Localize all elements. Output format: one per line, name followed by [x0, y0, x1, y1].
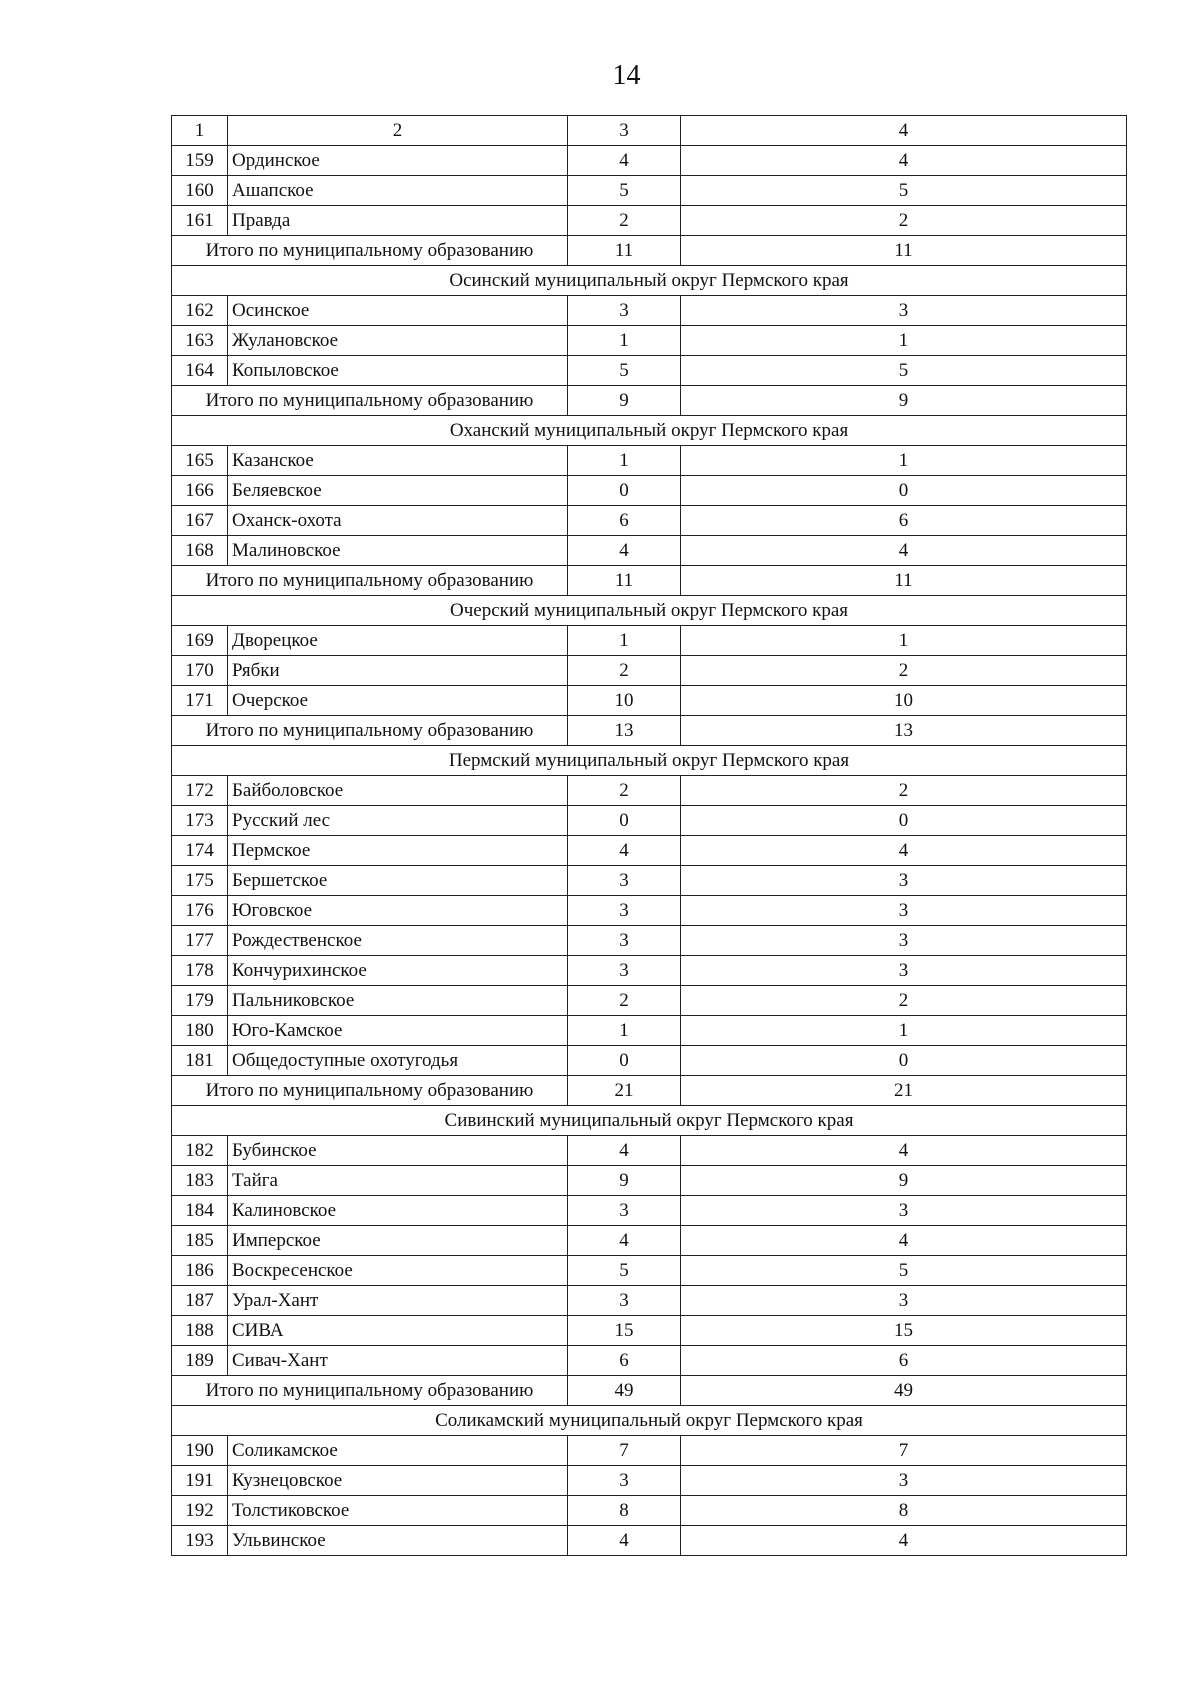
value-col-3: 2 [568, 776, 681, 806]
value-col-4: 2 [681, 656, 1127, 686]
row-number: 160 [172, 176, 228, 206]
subtotal-label: Итого по муниципальному образованию [172, 236, 568, 266]
table-row [172, 206, 1127, 236]
value-col-3: 5 [568, 176, 681, 206]
subtotal-label: Итого по муниципальному образованию [172, 386, 568, 416]
hunting-ground-name: Рябки [228, 656, 568, 686]
hunting-ground-name: Ульвинское [228, 1526, 568, 1556]
value-col-4: 1 [681, 626, 1127, 656]
row-number: 176 [172, 896, 228, 926]
hunting-ground-name: Очерское [228, 686, 568, 716]
table-header-row [172, 116, 1127, 146]
value-col-3: 0 [568, 476, 681, 506]
section-header-row [172, 1106, 1127, 1136]
subtotal-row [172, 1376, 1127, 1406]
table-row [172, 1226, 1127, 1256]
table-row [172, 1196, 1127, 1226]
row-number: 189 [172, 1346, 228, 1376]
row-number: 164 [172, 356, 228, 386]
table-body [172, 116, 1127, 1556]
subtotal-col-4: 11 [681, 236, 1127, 266]
subtotal-col-4: 11 [681, 566, 1127, 596]
hunting-ground-name: Русский лес [228, 806, 568, 836]
row-number: 175 [172, 866, 228, 896]
value-col-3: 6 [568, 1346, 681, 1376]
value-col-3: 5 [568, 1256, 681, 1286]
section-title: Осинский муниципальный округ Пермского края [172, 266, 1127, 296]
row-number: 190 [172, 1436, 228, 1466]
hunting-ground-name: Правда [228, 206, 568, 236]
value-col-4: 3 [681, 896, 1127, 926]
value-col-3: 8 [568, 1496, 681, 1526]
table-row [172, 356, 1127, 386]
value-col-4: 4 [681, 146, 1127, 176]
hunting-ground-name: Бершетское [228, 866, 568, 896]
value-col-4: 1 [681, 1016, 1127, 1046]
table-row [172, 1496, 1127, 1526]
value-col-4: 6 [681, 506, 1127, 536]
hunting-ground-name: Тайга [228, 1166, 568, 1196]
header-col-2: 2 [228, 116, 568, 146]
page-number: 14 [612, 60, 641, 91]
hunting-ground-name: Осинское [228, 296, 568, 326]
row-number: 169 [172, 626, 228, 656]
hunting-ground-name: Копыловское [228, 356, 568, 386]
value-col-4: 4 [681, 536, 1127, 566]
row-number: 186 [172, 1256, 228, 1286]
value-col-3: 3 [568, 1196, 681, 1226]
table-row [172, 176, 1127, 206]
table-row [172, 1016, 1127, 1046]
row-number: 165 [172, 446, 228, 476]
subtotal-label: Итого по муниципальному образованию [172, 716, 568, 746]
section-title: Пермский муниципальный округ Пермского края [172, 746, 1127, 776]
value-col-4: 4 [681, 1226, 1127, 1256]
row-number: 181 [172, 1046, 228, 1076]
value-col-3: 3 [568, 866, 681, 896]
value-col-4: 7 [681, 1436, 1127, 1466]
value-col-4: 9 [681, 1166, 1127, 1196]
hunting-ground-name: Юговское [228, 896, 568, 926]
section-header-row [172, 1406, 1127, 1436]
hunting-ground-name: Малиновское [228, 536, 568, 566]
row-number: 166 [172, 476, 228, 506]
hunting-ground-name: Дворецкое [228, 626, 568, 656]
value-col-4: 2 [681, 986, 1127, 1016]
table-row [172, 776, 1127, 806]
table-row [172, 956, 1127, 986]
subtotal-col-3: 49 [568, 1376, 681, 1406]
value-col-4: 4 [681, 1136, 1127, 1166]
row-number: 183 [172, 1166, 228, 1196]
table-row [172, 476, 1127, 506]
value-col-4: 1 [681, 446, 1127, 476]
table-row [172, 866, 1127, 896]
row-number: 193 [172, 1526, 228, 1556]
value-col-3: 3 [568, 296, 681, 326]
row-number: 185 [172, 1226, 228, 1256]
subtotal-label: Итого по муниципальному образованию [172, 1076, 568, 1106]
row-number: 168 [172, 536, 228, 566]
table-row [172, 1046, 1127, 1076]
subtotal-row [172, 386, 1127, 416]
value-col-3: 5 [568, 356, 681, 386]
value-col-4: 8 [681, 1496, 1127, 1526]
table-row [172, 446, 1127, 476]
table-row [172, 1286, 1127, 1316]
table-row [172, 986, 1127, 1016]
subtotal-col-3: 9 [568, 386, 681, 416]
row-number: 171 [172, 686, 228, 716]
section-title: Оханский муниципальный округ Пермского края [172, 416, 1127, 446]
hunting-ground-name: Пермское [228, 836, 568, 866]
subtotal-col-4: 13 [681, 716, 1127, 746]
subtotal-col-3: 21 [568, 1076, 681, 1106]
hunting-grounds-table [171, 115, 1127, 1556]
value-col-4: 3 [681, 1286, 1127, 1316]
value-col-4: 2 [681, 776, 1127, 806]
table-row [172, 926, 1127, 956]
value-col-4: 0 [681, 476, 1127, 506]
row-number: 167 [172, 506, 228, 536]
value-col-3: 3 [568, 896, 681, 926]
row-number: 173 [172, 806, 228, 836]
row-number: 162 [172, 296, 228, 326]
table-row [172, 1346, 1127, 1376]
table-row [172, 836, 1127, 866]
table-row [172, 506, 1127, 536]
value-col-3: 2 [568, 206, 681, 236]
value-col-3: 3 [568, 956, 681, 986]
table-row [172, 1466, 1127, 1496]
row-number: 191 [172, 1466, 228, 1496]
value-col-3: 10 [568, 686, 681, 716]
hunting-ground-name: Беляевское [228, 476, 568, 506]
value-col-4: 4 [681, 1526, 1127, 1556]
value-col-3: 2 [568, 986, 681, 1016]
hunting-ground-name: Жулановское [228, 326, 568, 356]
subtotal-row [172, 566, 1127, 596]
subtotal-col-3: 11 [568, 566, 681, 596]
value-col-3: 4 [568, 1226, 681, 1256]
value-col-4: 5 [681, 356, 1127, 386]
value-col-3: 0 [568, 806, 681, 836]
hunting-ground-name: Урал-Хант [228, 1286, 568, 1316]
subtotal-label: Итого по муниципальному образованию [172, 566, 568, 596]
value-col-4: 4 [681, 836, 1127, 866]
table-row [172, 536, 1127, 566]
value-col-4: 2 [681, 206, 1127, 236]
value-col-4: 3 [681, 296, 1127, 326]
section-header-row [172, 596, 1127, 626]
value-col-3: 9 [568, 1166, 681, 1196]
value-col-3: 15 [568, 1316, 681, 1346]
hunting-ground-name: Пальниковское [228, 986, 568, 1016]
row-number: 172 [172, 776, 228, 806]
hunting-ground-name: Толстиковское [228, 1496, 568, 1526]
subtotal-col-3: 11 [568, 236, 681, 266]
section-header-row [172, 266, 1127, 296]
value-col-3: 1 [568, 1016, 681, 1046]
row-number: 159 [172, 146, 228, 176]
subtotal-row [172, 236, 1127, 266]
row-number: 161 [172, 206, 228, 236]
value-col-4: 3 [681, 1466, 1127, 1496]
header-col-3: 3 [568, 116, 681, 146]
row-number: 184 [172, 1196, 228, 1226]
hunting-ground-name: Ашапское [228, 176, 568, 206]
table-row [172, 1316, 1127, 1346]
header-col-4: 4 [681, 116, 1127, 146]
hunting-ground-name: Оханск-охота [228, 506, 568, 536]
hunting-ground-name: Общедоступные охотугодья [228, 1046, 568, 1076]
value-col-3: 3 [568, 1286, 681, 1316]
subtotal-row [172, 1076, 1127, 1106]
value-col-4: 6 [681, 1346, 1127, 1376]
hunting-ground-name: Байболовское [228, 776, 568, 806]
hunting-ground-name: Рождественское [228, 926, 568, 956]
value-col-3: 4 [568, 836, 681, 866]
hunting-ground-name: Казанское [228, 446, 568, 476]
value-col-3: 4 [568, 536, 681, 566]
value-col-4: 5 [681, 1256, 1127, 1286]
row-number: 174 [172, 836, 228, 866]
row-number: 180 [172, 1016, 228, 1046]
section-title: Очерский муниципальный округ Пермского края [172, 596, 1127, 626]
row-number: 163 [172, 326, 228, 356]
hunting-ground-name: Имперское [228, 1226, 568, 1256]
value-col-4: 3 [681, 866, 1127, 896]
table-row [172, 626, 1127, 656]
value-col-4: 5 [681, 176, 1127, 206]
value-col-4: 0 [681, 1046, 1127, 1076]
value-col-4: 10 [681, 686, 1127, 716]
value-col-3: 0 [568, 1046, 681, 1076]
table-row [172, 146, 1127, 176]
subtotal-col-4: 21 [681, 1076, 1127, 1106]
value-col-4: 3 [681, 926, 1127, 956]
value-col-3: 1 [568, 326, 681, 356]
table-row [172, 1166, 1127, 1196]
subtotal-col-4: 49 [681, 1376, 1127, 1406]
value-col-3: 1 [568, 626, 681, 656]
hunting-ground-name: Воскресенское [228, 1256, 568, 1286]
row-number: 177 [172, 926, 228, 956]
row-number: 187 [172, 1286, 228, 1316]
row-number: 192 [172, 1496, 228, 1526]
value-col-3: 3 [568, 1466, 681, 1496]
value-col-3: 3 [568, 926, 681, 956]
value-col-3: 1 [568, 446, 681, 476]
value-col-3: 6 [568, 506, 681, 536]
hunting-ground-name: Кузнецовское [228, 1466, 568, 1496]
hunting-ground-name: Кончурихинское [228, 956, 568, 986]
table-row [172, 806, 1127, 836]
hunting-ground-name: Сивач-Хант [228, 1346, 568, 1376]
subtotal-col-3: 13 [568, 716, 681, 746]
subtotal-label: Итого по муниципальному образованию [172, 1376, 568, 1406]
value-col-4: 0 [681, 806, 1127, 836]
table-row [172, 656, 1127, 686]
header-col-1: 1 [172, 116, 228, 146]
table-row [172, 686, 1127, 716]
value-col-3: 2 [568, 656, 681, 686]
value-col-4: 3 [681, 1196, 1127, 1226]
table-row [172, 1136, 1127, 1166]
hunting-ground-name: Калиновское [228, 1196, 568, 1226]
section-title: Сивинский муниципальный округ Пермского края [172, 1106, 1127, 1136]
table-row [172, 296, 1127, 326]
section-header-row [172, 746, 1127, 776]
hunting-ground-name: Бубинское [228, 1136, 568, 1166]
row-number: 182 [172, 1136, 228, 1166]
hunting-ground-name: Юго-Камское [228, 1016, 568, 1046]
value-col-3: 4 [568, 1526, 681, 1556]
value-col-3: 4 [568, 1136, 681, 1166]
row-number: 188 [172, 1316, 228, 1346]
row-number: 170 [172, 656, 228, 686]
table-row [172, 326, 1127, 356]
hunting-ground-name: СИВА [228, 1316, 568, 1346]
subtotal-row [172, 716, 1127, 746]
value-col-4: 15 [681, 1316, 1127, 1346]
subtotal-col-4: 9 [681, 386, 1127, 416]
value-col-4: 3 [681, 956, 1127, 986]
section-header-row [172, 416, 1127, 446]
table-row [172, 1256, 1127, 1286]
value-col-3: 7 [568, 1436, 681, 1466]
table-row [172, 1436, 1127, 1466]
value-col-4: 1 [681, 326, 1127, 356]
table-row [172, 1526, 1127, 1556]
hunting-ground-name: Соликамское [228, 1436, 568, 1466]
row-number: 179 [172, 986, 228, 1016]
value-col-3: 4 [568, 146, 681, 176]
row-number: 178 [172, 956, 228, 986]
hunting-ground-name: Ординское [228, 146, 568, 176]
section-title: Соликамский муниципальный округ Пермского края [172, 1406, 1127, 1436]
table-row [172, 896, 1127, 926]
